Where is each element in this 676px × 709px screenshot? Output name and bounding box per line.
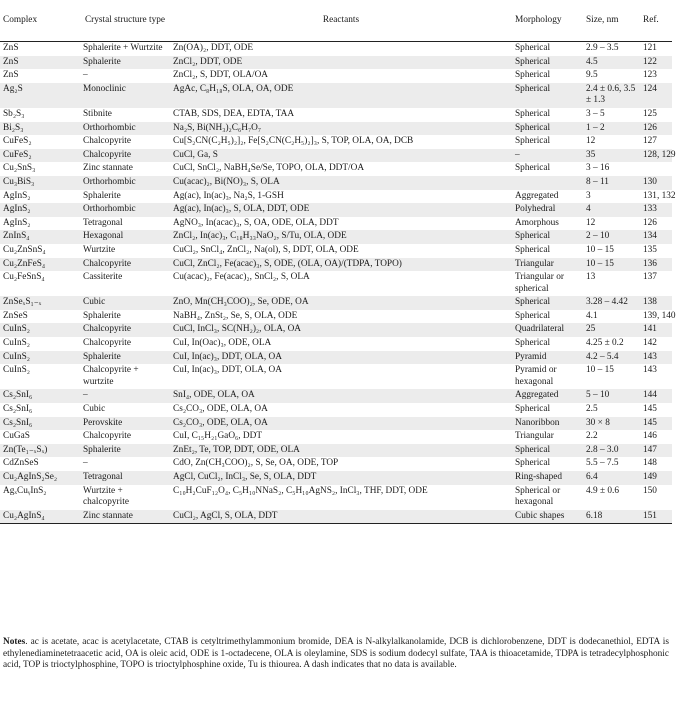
cell-complex: Ag₂S <box>0 83 80 108</box>
cell-structure: Orthorhombic <box>80 176 170 190</box>
cell-morphology: Spherical <box>515 43 551 53</box>
cell-morphology: Triangular <box>512 258 583 272</box>
cell-ref: 149 <box>640 471 672 485</box>
cell-morphology: Spherical <box>515 163 551 174</box>
cell-size: 35 <box>583 149 640 163</box>
cell-structure: Stibnite <box>83 108 112 119</box>
table-row <box>0 56 672 70</box>
header-complex: Complex <box>0 0 80 42</box>
cell-reactants: ZnCl₂, In(ac)₃, C₁₈H₃₃NaO₂, S/Tu, OLA, ODE <box>170 230 512 244</box>
cell-size: 3.28 – 4.42 <box>583 296 640 310</box>
cell-morphology: Spherical or hexagonal <box>515 485 561 508</box>
table-row <box>0 83 672 108</box>
table-row <box>0 417 672 431</box>
cell-structure: Chalcopyrite <box>83 136 132 147</box>
cell-complex: CuGaS <box>3 431 30 442</box>
cell-complex: Cs₂SnI₆ <box>3 404 33 415</box>
cell-structure: Chalcopyrite <box>80 323 170 337</box>
cell-size: 3 – 5 <box>586 108 605 119</box>
cell-complex: CuFeS₂ <box>3 136 32 147</box>
table-row <box>0 351 672 365</box>
cell-ref: 145 <box>640 417 672 431</box>
cell-complex: ZnS <box>3 43 19 53</box>
cell-structure: Sphalerite <box>80 444 170 458</box>
cell-complex: Bi₂S₃ <box>0 122 80 136</box>
cell-size: 2.2 <box>586 431 598 442</box>
cell-structure: Sphalerite <box>83 310 121 321</box>
table-row <box>0 244 672 258</box>
cell-reactants: Cu(acac)₂, Bi(NO)₃, S, OLA <box>170 176 512 190</box>
cell-size: 1 – 2 <box>583 122 640 136</box>
cell-reactants: CuCl, SnCl₂, NaBH₄Se/Se, TOPO, OLA, DDT/OA <box>173 163 365 174</box>
cell-complex: Cu₂ZnFeS₄ <box>0 258 80 272</box>
cell-ref: 126 <box>640 122 672 136</box>
table-row <box>0 108 672 122</box>
cell-structure: – <box>80 389 170 403</box>
cell-structure: Monoclinic <box>80 83 170 108</box>
cell-reactants: AgAc, C₈H₁₈S, OLA, OA, ODE <box>170 83 512 108</box>
cell-morphology: Spherical <box>512 83 583 108</box>
cell-ref: 124 <box>640 83 672 108</box>
cell-ref: 147 <box>640 444 672 458</box>
cell-morphology: Nanoribbon <box>512 417 583 431</box>
cell-size: 5 – 10 <box>583 389 640 403</box>
cell-ref: 150 <box>643 485 657 496</box>
cell-morphology: Spherical <box>515 70 551 81</box>
table-row <box>0 430 672 444</box>
cell-size: 30 × 8 <box>583 417 640 431</box>
cell-morphology: Spherical <box>515 338 551 349</box>
cell-reactants: CuI, In(ac)₃, DDT, OLA, OA <box>173 365 282 376</box>
cell-complex: ZnInS₄ <box>0 230 80 244</box>
cell-structure: Zinc stannate <box>80 510 170 524</box>
cell-ref <box>640 162 672 176</box>
table-row <box>0 230 672 244</box>
cell-size: 12 <box>586 217 596 228</box>
cell-size: 10 – 15 <box>583 258 640 272</box>
cell-reactants: Ag(ac), In(ac)₃, S, OLA, DDT, ODE <box>170 203 512 217</box>
cell-structure: Zinc stannate <box>83 163 133 174</box>
cell-morphology: Pyramid or hexagonal <box>515 365 557 387</box>
cell-structure: Orthorhombic <box>80 203 170 217</box>
cell-ref: 135 <box>643 244 657 255</box>
cell-structure: Cubic <box>83 404 106 415</box>
cell-complex: Cu₂ZnSnS₄ <box>3 244 46 255</box>
cell-reactants: CdO, Zn(CH₃COO)₂, S, Se, OA, ODE, TOP <box>173 458 339 469</box>
cell-ref: 143 <box>643 365 657 376</box>
cell-reactants: CuI, C₁₅H₂₁GaO₆, DDT <box>173 431 263 442</box>
cell-complex: Zn(Te₁₋ₓSₓ) <box>0 444 80 458</box>
cell-reactants: NaBH₄, ZnSt₂, Se, S, OLA, ODE <box>173 310 298 321</box>
cell-morphology: Aggregated <box>512 389 583 403</box>
header-crystal-structure: Crystal structure type <box>80 0 170 42</box>
cell-complex: ZnS <box>3 70 19 81</box>
cell-size: 2.5 <box>586 404 598 415</box>
table-row <box>0 217 672 231</box>
cell-ref: 151 <box>640 510 672 524</box>
table-row <box>0 42 672 56</box>
cell-ref: 131, 132 <box>643 190 676 201</box>
cell-morphology: Spherical <box>515 404 551 415</box>
cell-complex: Cs₂SnI₆ <box>0 389 80 403</box>
table-row <box>0 162 672 176</box>
cell-structure: Cassiterite <box>83 272 123 283</box>
cell-morphology: Spherical <box>512 56 583 70</box>
cell-complex: Sb₂S₃ <box>3 108 25 119</box>
cell-reactants: Cu(acac)₂, Fe(acac)₂, SnCl₂, S, OLA <box>173 272 310 283</box>
cell-structure: Chalcopyrite <box>80 258 170 272</box>
cell-reactants: CuCl₂, AgCl, S, OLA, DDT <box>170 510 512 524</box>
cell-structure: Tetragonal <box>80 471 170 485</box>
cell-size: 10 – 15 <box>586 244 614 255</box>
cell-complex: CuInS₂ <box>0 351 80 365</box>
cell-ref: 142 <box>643 338 657 349</box>
cell-reactants: CTAB, SDS, DEA, EDTA, TAA <box>173 108 295 119</box>
cell-ref: 141 <box>640 323 672 337</box>
cell-reactants: CuCl₂, SnCl₄, ZnCl₂, Na(ol), S, DDT, OLA, ODE <box>173 244 359 255</box>
table-row <box>0 176 672 190</box>
cell-size: 13 <box>586 272 596 283</box>
cell-size: 4.25 ± 0.2 <box>586 338 624 349</box>
cell-ref: 134 <box>640 230 672 244</box>
cell-morphology: Spherical <box>512 296 583 310</box>
cell-structure: Orthorhombic <box>80 122 170 136</box>
header-ref: Ref. <box>640 0 672 42</box>
cell-size: 12 <box>586 136 596 147</box>
cell-structure: Sphalerite <box>80 56 170 70</box>
cell-morphology: Pyramid <box>512 351 583 365</box>
cell-structure: Tetragonal <box>83 217 123 228</box>
cell-complex: Cs₂SnI₆ <box>0 417 80 431</box>
cell-structure: Chalcopyrite <box>83 338 132 349</box>
table-row <box>0 323 672 337</box>
cell-structure: Hexagonal <box>80 230 170 244</box>
table-row <box>0 471 672 485</box>
cell-ref: 145 <box>643 404 657 415</box>
cell-ref: 130 <box>640 176 672 190</box>
cell-structure: Sphalerite <box>83 190 121 201</box>
cell-morphology <box>512 176 583 190</box>
cell-morphology: Ring-shaped <box>512 471 583 485</box>
cell-size: 5.5 – 7.5 <box>586 458 619 469</box>
cell-size: 25 <box>583 323 640 337</box>
cell-complex: Cu₂SnS₃ <box>3 163 36 174</box>
table-row <box>0 457 672 471</box>
cell-structure: Chalcopyrite <box>80 149 170 163</box>
table-row <box>0 510 672 524</box>
cell-complex: Cu₂AgInS₂Se₂ <box>0 471 80 485</box>
cell-structure: Sphalerite + Wurtzite <box>83 43 163 53</box>
header-morphology: Morphology <box>512 0 583 42</box>
cell-morphology: Spherical <box>512 444 583 458</box>
cell-size: 3 – 16 <box>586 163 610 174</box>
cell-structure: Chalcopyrite <box>83 431 132 442</box>
cell-reactants: CuCl, Ga, S <box>170 149 512 163</box>
cell-structure: Wurtzite <box>83 244 116 255</box>
cell-reactants: ZnCl₂, DDT, ODE <box>170 56 512 70</box>
cell-reactants: ZnCl₂, S, DDT, OLA/OA <box>173 70 269 81</box>
cell-ref: 127 <box>643 136 657 147</box>
cell-reactants: ZnEt₂, Te, TOP, DDT, ODE, OLA <box>170 444 512 458</box>
cell-ref: 128, 129 <box>640 149 672 163</box>
cell-complex: Cu₂FeSnS₄ <box>3 272 45 283</box>
table-row <box>0 403 672 417</box>
cell-ref: 146 <box>643 431 657 442</box>
cell-reactants: SnI₄, ODE, OLA, OA <box>170 389 512 403</box>
cell-ref: 136 <box>640 258 672 272</box>
table-row <box>0 485 672 510</box>
cell-ref: 138 <box>640 296 672 310</box>
cell-morphology: Spherical <box>512 122 583 136</box>
cell-morphology: Spherical <box>515 244 551 255</box>
cell-morphology: Spherical <box>515 310 551 321</box>
cell-structure: – <box>83 458 88 469</box>
cell-structure: – <box>83 70 88 81</box>
cell-reactants: C₁₀H₂CuF₁₂O₄, C₅H₁₀NNaS₂, C₅H₁₀AgNS₂, InCl₃, THF, DDT, ODE <box>173 485 428 496</box>
cell-ref: 143 <box>640 351 672 365</box>
cell-reactants: Zn(OA)₂, DDT, ODE <box>173 43 254 53</box>
table-row <box>0 258 672 272</box>
cell-complex: ZnSeS <box>3 310 28 321</box>
header-reactants: Reactants <box>170 0 512 42</box>
cell-morphology: Polyhedral <box>512 203 583 217</box>
cell-complex: AgInS₂ <box>3 217 31 228</box>
notes-text: . ac is acetate, acac is acetylacetate, CTAB is cetyltrimethylammonium bromide, DEA is N-alkylalkanolamide, DCB is dichlorobenzene, DDT is dodecanethiol, EDTA is ethylenediaminetetraacetic acid, OA is oleic acid, ODE is 1-octadecene, OLA is oleylamine, SDS is sodium dodecyl sulfate, TAA is thioacetamide, TDPA is tetradecylphosphonic acid, TOP is trioctylphosphine, TOPO is trioctylphosphine oxide, Tu is thiourea. A dash indicates that no data is available. <box>3 637 669 671</box>
cell-structure: Chalcopyrite + wurtzite <box>83 365 139 387</box>
cell-reactants: Cs₂CO₃, ODE, OLA, OA <box>170 417 512 431</box>
cell-size: 3 <box>586 190 591 201</box>
table-row <box>0 389 672 403</box>
table-row <box>0 135 672 149</box>
cell-ref: 133 <box>640 203 672 217</box>
cell-ref: 123 <box>643 70 657 81</box>
cell-ref: 139, 140 <box>643 310 676 321</box>
cell-reactants: ZnO, Mn(CH₃COO)₂, Se, ODE, OA <box>170 296 512 310</box>
cell-morphology: Quadrilateral <box>512 323 583 337</box>
cell-size: 2.8 – 3.0 <box>583 444 640 458</box>
cell-complex: CuInS₂ <box>3 338 31 349</box>
cell-size: 2 – 10 <box>583 230 640 244</box>
cell-complex: Cu₃BiS₃ <box>0 176 80 190</box>
cell-reactants: Na₂S, Bi(NH₃)₂C₆H₇O₇ <box>170 122 512 136</box>
table-row <box>0 310 672 324</box>
cell-complex: Cu₂AgInS₄ <box>0 510 80 524</box>
cell-structure: Perovskite <box>80 417 170 431</box>
cell-reactants: Cs₂CO₃, ODE, OLA, OA <box>173 404 268 415</box>
cell-size: 4.1 <box>586 310 598 321</box>
cell-complex: AgInS₂ <box>3 190 31 201</box>
cell-morphology: Aggregated <box>515 190 559 201</box>
cell-complex: CuFeS₂ <box>0 149 80 163</box>
cell-reactants: CuI, In(ac)₃, DDT, OLA, OA <box>170 351 512 365</box>
cell-reactants: CuCl, ZnCl₂, Fe(acac)₃, S, ODE, (OLA, OA)/(TDPA, TOPO) <box>170 258 512 272</box>
table-row <box>0 122 672 136</box>
cell-reactants: CuCl, InCl₃, SC(NH₂)₂, OLA, OA <box>170 323 512 337</box>
cell-morphology: Cubic shapes <box>512 510 583 524</box>
cell-morphology: Spherical <box>512 230 583 244</box>
table-row <box>0 296 672 310</box>
table-row <box>0 203 672 217</box>
cell-complex: ZnSeₓS₁₋ₓ <box>0 296 80 310</box>
cell-reactants: AgCl, CuCl₂, InCl₃, Se, S, OLA, DDT <box>170 471 512 485</box>
cell-reactants: AgNO₃, In(acac)₃, S, OA, ODE, OLA, DDT <box>173 217 339 228</box>
cell-morphology: Triangular <box>515 431 554 442</box>
cell-size: 2.4 ± 0.6, 3.5 ± 1.3 <box>583 83 640 108</box>
cell-ref: 122 <box>640 56 672 70</box>
header-size: Size, nm <box>583 0 640 42</box>
cell-complex: AgInS₂ <box>0 203 80 217</box>
cell-morphology: Spherical <box>515 458 551 469</box>
cell-size: 4.2 – 5.4 <box>583 351 640 365</box>
table-row <box>0 444 672 458</box>
cell-ref: 126 <box>643 217 657 228</box>
cell-size: 6.18 <box>583 510 640 524</box>
cell-size: 2.9 – 3.5 <box>586 43 619 53</box>
table-header-row <box>0 0 672 42</box>
cell-morphology: Triangular or spherical <box>515 272 564 294</box>
cell-ref: 121 <box>643 43 657 53</box>
cell-reactants: Ag(ac), In(ac)₃, Na₂S, 1-GSH <box>173 190 284 201</box>
cell-reactants: CuI, In(Oac)₃, ODE, OLA <box>173 338 272 349</box>
cell-complex: AgₓCuᵧInS₂ <box>3 485 47 496</box>
cell-ref: 144 <box>640 389 672 403</box>
cell-structure: Cubic <box>80 296 170 310</box>
cell-size: 6.4 <box>583 471 640 485</box>
cell-size: 10 – 15 <box>586 365 614 376</box>
cell-morphology: Amorphous <box>515 217 559 228</box>
cell-size: 8 – 11 <box>583 176 640 190</box>
cell-structure: Wurtzite + chalcopyrite <box>83 485 129 508</box>
cell-ref: 148 <box>643 458 657 469</box>
cell-morphology: – <box>512 149 583 163</box>
table-row <box>0 364 672 389</box>
cell-ref: 125 <box>643 108 657 119</box>
cell-complex: CuInS₂ <box>3 365 31 376</box>
cell-morphology: Spherical <box>515 108 551 119</box>
table-row <box>0 271 672 296</box>
cell-reactants: Cu[S₂CN(C₂H₅)₂]₂, Fe[S₂CN(C₂H₅)₂]₃, S, TOP, OLA, OA, DCB <box>173 136 414 147</box>
cell-morphology: Spherical <box>515 136 551 147</box>
table-notes <box>3 637 669 672</box>
table-row <box>0 190 672 204</box>
cell-ref: 137 <box>643 272 657 283</box>
table-row <box>0 69 672 83</box>
table-row <box>0 337 672 351</box>
cell-size: 4.5 <box>583 56 640 70</box>
cell-structure: Sphalerite <box>80 351 170 365</box>
cell-complex: ZnS <box>0 56 80 70</box>
cell-complex: CuInS₂ <box>0 323 80 337</box>
notes-label: Notes <box>3 637 26 647</box>
table-row <box>0 149 672 163</box>
cell-size: 9.5 <box>586 70 598 81</box>
cell-complex: CdZnSeS <box>3 458 39 469</box>
cell-size: 4 <box>583 203 640 217</box>
cell-size: 4.9 ± 0.6 <box>586 485 619 496</box>
